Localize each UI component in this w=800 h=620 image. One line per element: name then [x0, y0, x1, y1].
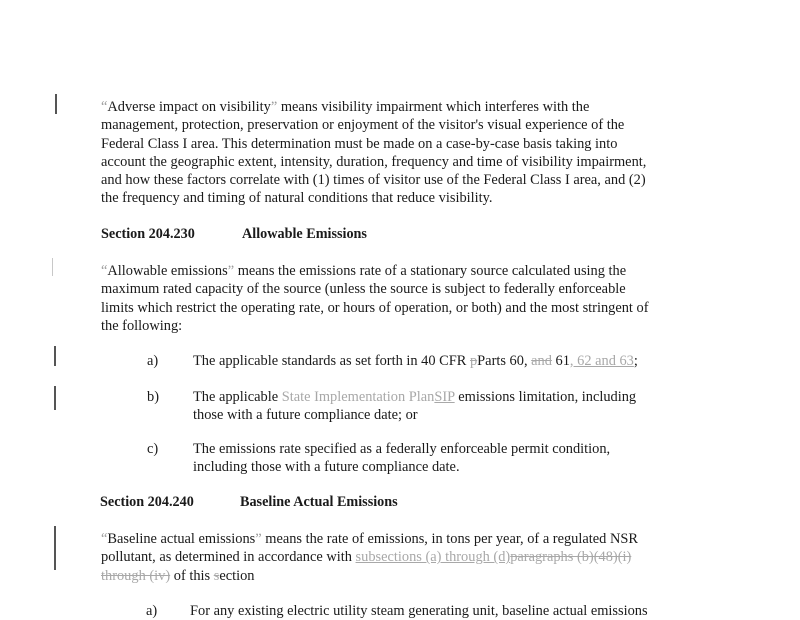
- term-baseline-actual-emissions: Baseline actual emissions: [107, 531, 256, 547]
- quote-open: “: [101, 99, 108, 115]
- list-item-text-line2: including those with a future compliance date.: [193, 459, 460, 476]
- text-line: management, protection, preservation or enjoyment of the visitor's visual experience of the: [101, 117, 625, 134]
- deleted-text: paragraphs (b)(48)(i): [510, 549, 632, 566]
- inserted-text: subsections (a) through (d): [355, 549, 511, 566]
- text-run: The applicable: [193, 389, 282, 405]
- list-marker: a): [147, 353, 159, 369]
- text-run: Parts 60,: [477, 353, 532, 369]
- text-line: means the emissions rate of a stationary source calculated using the: [234, 263, 627, 279]
- term-allowable-emissions: Allowable emissions: [107, 263, 228, 279]
- list-item-text: [193, 352, 638, 370]
- list-item-text-line2: those with a future compliance date; or: [193, 407, 418, 424]
- deleted-text: and: [531, 353, 552, 369]
- section-title-baseline-actual-emissions: [240, 494, 398, 511]
- text-line: account the geographic extent, intensity, duration, frequency and time of visibility impairment,: [101, 153, 647, 170]
- deleted-text: s: [213, 567, 220, 584]
- section-title: Baseline Actual Emissions: [240, 494, 398, 510]
- quote-close: ”: [270, 99, 278, 115]
- text-run: emissions limitation, including: [454, 389, 637, 405]
- change-bar: [54, 386, 56, 410]
- deleted-text: State Implementation Plan: [281, 389, 435, 405]
- change-bar: [52, 258, 53, 276]
- definition-baseline-actual-emissions: [101, 530, 711, 585]
- quote-close: ”: [227, 263, 235, 279]
- section-title-allowable-emissions: [242, 226, 367, 243]
- text-run: of this: [170, 567, 214, 584]
- section-heading-204-240: [100, 494, 194, 511]
- text-line: limits which restrict the operating rate, or hours of operation, or both) and the most stringent of: [101, 299, 649, 316]
- quote-open: “: [101, 531, 108, 547]
- change-bar: [54, 346, 56, 366]
- inserted-text: SIP: [434, 389, 455, 405]
- text-run: 61: [551, 353, 570, 369]
- term-adverse-impact: Adverse impact on visibility: [107, 99, 271, 115]
- deleted-text: through (iv): [101, 567, 171, 584]
- text-line: and how these factors correlate with (1) times of visitor use of the Federal Class I area, and (2): [101, 172, 646, 189]
- text-run: ;: [633, 353, 638, 369]
- text-line: maximum rated capacity of the source (unless the source is subject to federally enforceable: [101, 281, 626, 298]
- list-marker: b): [147, 389, 159, 405]
- list-item-text: For any existing electric utility steam generating unit, baseline actual emissions: [190, 603, 648, 619]
- definition-allowable-emissions: [101, 262, 711, 335]
- quote-close: ”: [255, 531, 262, 547]
- text-line: means visibility impairment which interferes with the: [277, 99, 590, 115]
- definition-adverse-impact: [101, 98, 711, 208]
- section-number: Section 204.240: [100, 494, 194, 510]
- list-marker: a): [146, 603, 158, 619]
- text-line: Federal Class I area. This determination must be made on a case-by-case basis taking into: [101, 135, 618, 152]
- quote-open: “: [101, 263, 108, 279]
- text-run: ection: [219, 567, 255, 584]
- inserted-text: , 62 and 63: [569, 353, 634, 369]
- text-line: the frequency and timing of natural conditions that reduce visibility.: [101, 190, 493, 207]
- text-run: The applicable standards as set forth in 40 CFR: [193, 353, 470, 369]
- change-bar: [55, 94, 57, 114]
- text-run: pollutant, as determined in accordance with: [101, 549, 356, 566]
- change-bar: [54, 526, 56, 570]
- text-line: means the rate of emissions, in tons per year, of a regulated NSR: [261, 531, 638, 547]
- list-marker: c): [147, 441, 159, 457]
- list-item-text: The emissions rate specified as a federally enforceable permit condition,: [193, 441, 611, 457]
- section-number: Section 204.230: [101, 226, 195, 242]
- section-title: Allowable Emissions: [242, 226, 367, 242]
- section-heading-204-230: [101, 226, 195, 243]
- text-line: the following:: [101, 317, 183, 334]
- list-item-text: [193, 388, 636, 406]
- deleted-text: p: [469, 353, 478, 369]
